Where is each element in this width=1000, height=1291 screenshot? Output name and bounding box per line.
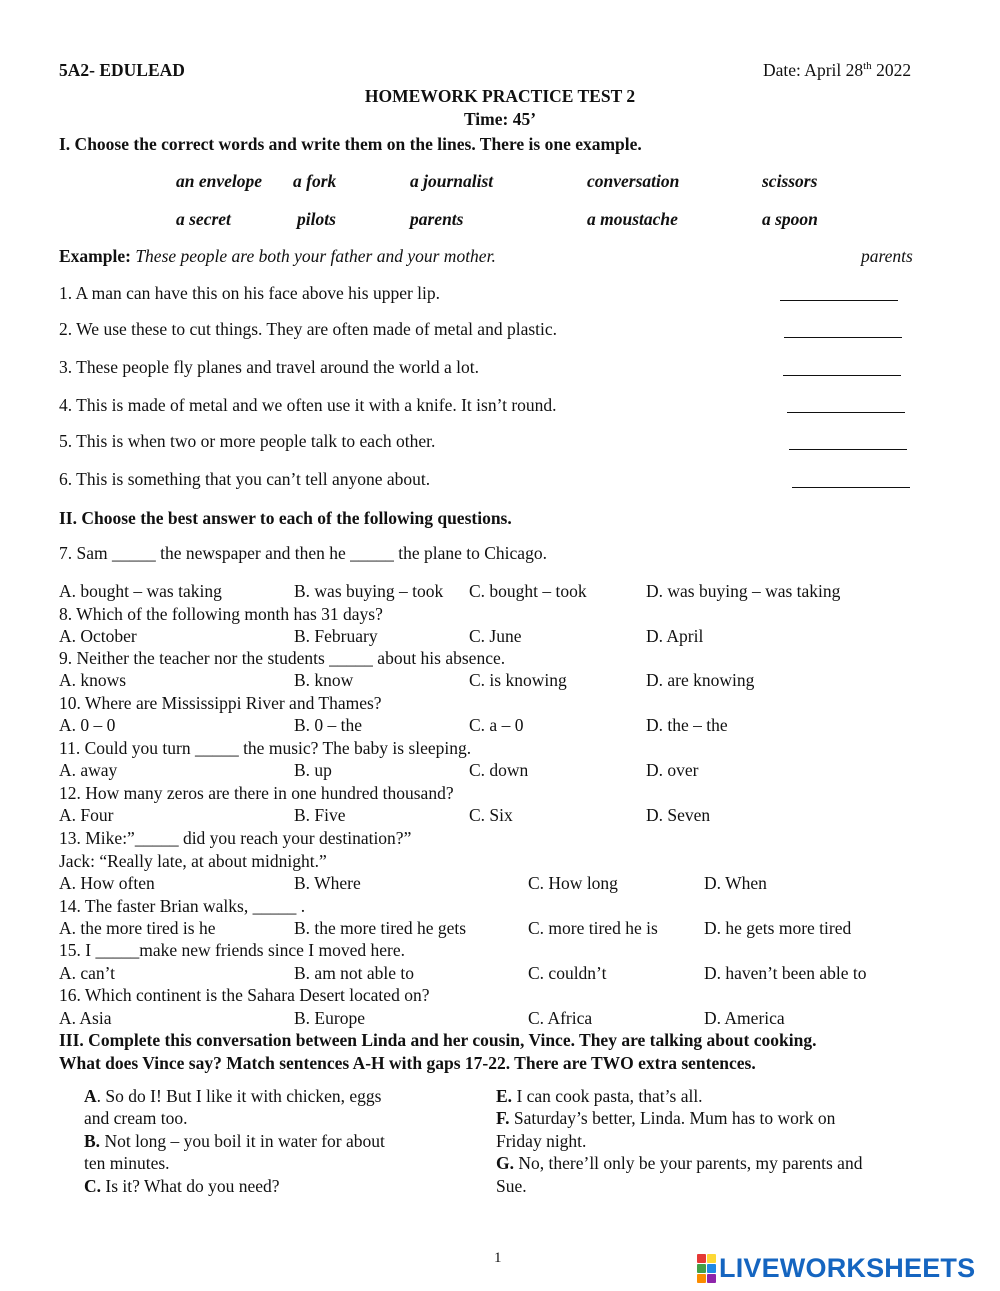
- sentence-g-cont: Sue.: [496, 1176, 527, 1196]
- sentence-b: B. Not long – you boil it in water for about: [84, 1131, 385, 1151]
- time-limit: Time: 45’: [463, 109, 537, 129]
- answer-blank-2[interactable]: [784, 323, 902, 338]
- option-10c[interactable]: C. a – 0: [469, 715, 524, 735]
- option-8a[interactable]: A. October: [59, 626, 137, 646]
- section-3-heading-line1: III. Complete this conversation between Linda and her cousin, Vince. They are talking about cooking.: [59, 1030, 817, 1050]
- example-answer: parents: [861, 246, 913, 266]
- question-15: 15. I _____make new friends since I moved here.: [59, 940, 406, 960]
- liveworksheets-logo: [697, 1253, 975, 1284]
- question-16: 16. Which continent is the Sahara Desert located on?: [59, 985, 430, 1005]
- answer-blank-4[interactable]: [787, 398, 905, 413]
- option-7a[interactable]: A. bought – was taking: [59, 581, 222, 601]
- question-5: 5. This is when two or more people talk to each other.: [59, 431, 436, 451]
- option-11d[interactable]: D. over: [646, 760, 699, 780]
- logo-blocks-icon: [697, 1254, 716, 1283]
- word-bank-item: parents: [410, 209, 464, 229]
- question-1: 1. A man can have this on his face above his upper lip.: [59, 283, 441, 303]
- question-9: 9. Neither the teacher nor the students _____ about his absence.: [59, 648, 506, 668]
- word-bank-item: a fork: [293, 171, 337, 191]
- option-9c[interactable]: C. is knowing: [469, 670, 567, 690]
- option-13c[interactable]: C. How long: [528, 873, 618, 893]
- question-4: 4. This is made of metal and we often use it with a knife. It isn’t round.: [59, 395, 557, 415]
- option-10a[interactable]: A. 0 – 0: [59, 715, 116, 735]
- sentence-b-cont: ten minutes.: [84, 1153, 170, 1173]
- section-1-heading: I. Choose the correct words and write them on the lines. There is one example.: [59, 134, 642, 154]
- section-2-heading: II. Choose the best answer to each of the following questions.: [59, 508, 512, 528]
- answer-blank-1[interactable]: [780, 286, 898, 301]
- option-15d[interactable]: D. haven’t been able to: [704, 963, 867, 983]
- question-11: 11. Could you turn _____ the music? The baby is sleeping.: [59, 738, 472, 758]
- question-7: 7. Sam _____ the newspaper and then he _____ the plane to Chicago.: [59, 543, 547, 563]
- option-11a[interactable]: A. away: [59, 760, 118, 780]
- class-name: 5A2- EDULEAD: [59, 60, 185, 80]
- answer-blank-3[interactable]: [783, 361, 901, 376]
- question-13-response: Jack: “Really late, at about midnight.”: [59, 851, 327, 871]
- question-10: 10. Where are Mississippi River and Thames?: [59, 693, 382, 713]
- option-10d[interactable]: D. the – the: [646, 715, 728, 735]
- option-10b[interactable]: B. 0 – the: [294, 715, 363, 735]
- option-11b[interactable]: B. up: [294, 760, 332, 780]
- question-14: 14. The faster Brian walks, _____ .: [59, 896, 306, 916]
- word-bank-item: a moustache: [587, 209, 678, 229]
- sentence-g: G. No, there’ll only be your parents, my parents and: [496, 1153, 863, 1173]
- option-7c[interactable]: C. bought – took: [469, 581, 587, 601]
- option-15a[interactable]: A. can’t: [59, 963, 116, 983]
- sentence-c: C. Is it? What do you need?: [84, 1176, 280, 1196]
- word-bank-item: a spoon: [762, 209, 818, 229]
- sentence-f: F. Saturday’s better, Linda. Mum has to work on: [496, 1108, 836, 1128]
- question-12: 12. How many zeros are there in one hundred thousand?: [59, 783, 454, 803]
- option-9a[interactable]: A. knows: [59, 670, 127, 690]
- question-2: 2. We use these to cut things. They are often made of metal and plastic.: [59, 319, 558, 339]
- sentence-e: E. I can cook pasta, that’s all.: [496, 1086, 703, 1106]
- word-bank-item: conversation: [587, 171, 680, 191]
- option-8d[interactable]: D. April: [646, 626, 704, 646]
- word-bank-item: scissors: [762, 171, 818, 191]
- sentence-a-cont: and cream too.: [84, 1108, 188, 1128]
- option-13b[interactable]: B. Where: [294, 873, 361, 893]
- word-bank-item: a secret: [176, 209, 231, 229]
- option-11c[interactable]: C. down: [469, 760, 529, 780]
- question-13: 13. Mike:”_____ did you reach your destination?”: [59, 828, 412, 848]
- option-12c[interactable]: C. Six: [469, 805, 513, 825]
- section-3-heading-line2: What does Vince say? Match sentences A-H with gaps 17-22. There are TWO extra sentences.: [59, 1053, 756, 1073]
- question-6: 6. This is something that you can’t tell anyone about.: [59, 469, 431, 489]
- option-13d[interactable]: D. When: [704, 873, 767, 893]
- sentence-a: A. So do I! But I like it with chicken, eggs: [84, 1086, 382, 1106]
- word-bank-item: an envelope: [176, 171, 263, 191]
- option-9b[interactable]: B. know: [294, 670, 354, 690]
- option-7d[interactable]: D. was buying – was taking: [646, 581, 841, 601]
- option-8b[interactable]: B. February: [294, 626, 378, 646]
- date: Date: April 28th 2022: [763, 60, 912, 80]
- option-12a[interactable]: A. Four: [59, 805, 114, 825]
- option-16a[interactable]: A. Asia: [59, 1008, 112, 1028]
- question-8: 8. Which of the following month has 31 days?: [59, 604, 383, 624]
- option-14b[interactable]: B. the more tired he gets: [294, 918, 467, 938]
- option-12b[interactable]: B. Five: [294, 805, 346, 825]
- sentence-f-cont: Friday night.: [496, 1131, 587, 1151]
- question-3: 3. These people fly planes and travel around the world a lot.: [59, 357, 480, 377]
- option-15c[interactable]: C. couldn’t: [528, 963, 607, 983]
- option-7b[interactable]: B. was buying – took: [294, 581, 444, 601]
- option-13a[interactable]: A. How often: [59, 873, 155, 893]
- page-title: HOMEWORK PRACTICE TEST 2: [364, 86, 636, 106]
- option-8c[interactable]: C. June: [469, 626, 522, 646]
- option-16c[interactable]: C. Africa: [528, 1008, 593, 1028]
- option-14c[interactable]: C. more tired he is: [528, 918, 658, 938]
- word-bank-item: a journalist: [410, 171, 494, 191]
- option-16b[interactable]: B. Europe: [294, 1008, 365, 1028]
- option-14a[interactable]: A. the more tired is he: [59, 918, 216, 938]
- page-number: 1: [494, 1250, 502, 1266]
- option-15b[interactable]: B. am not able to: [294, 963, 415, 983]
- word-bank-item: pilots: [297, 209, 336, 229]
- answer-blank-6[interactable]: [792, 473, 910, 488]
- option-14d[interactable]: D. he gets more tired: [704, 918, 852, 938]
- example: Example: These people are both your father and your mother.: [59, 246, 496, 266]
- option-9d[interactable]: D. are knowing: [646, 670, 755, 690]
- answer-blank-5[interactable]: [789, 435, 907, 450]
- option-12d[interactable]: D. Seven: [646, 805, 711, 825]
- logo-text: LIVEWORKSHEETS: [719, 1253, 976, 1283]
- option-16d[interactable]: D. America: [704, 1008, 785, 1028]
